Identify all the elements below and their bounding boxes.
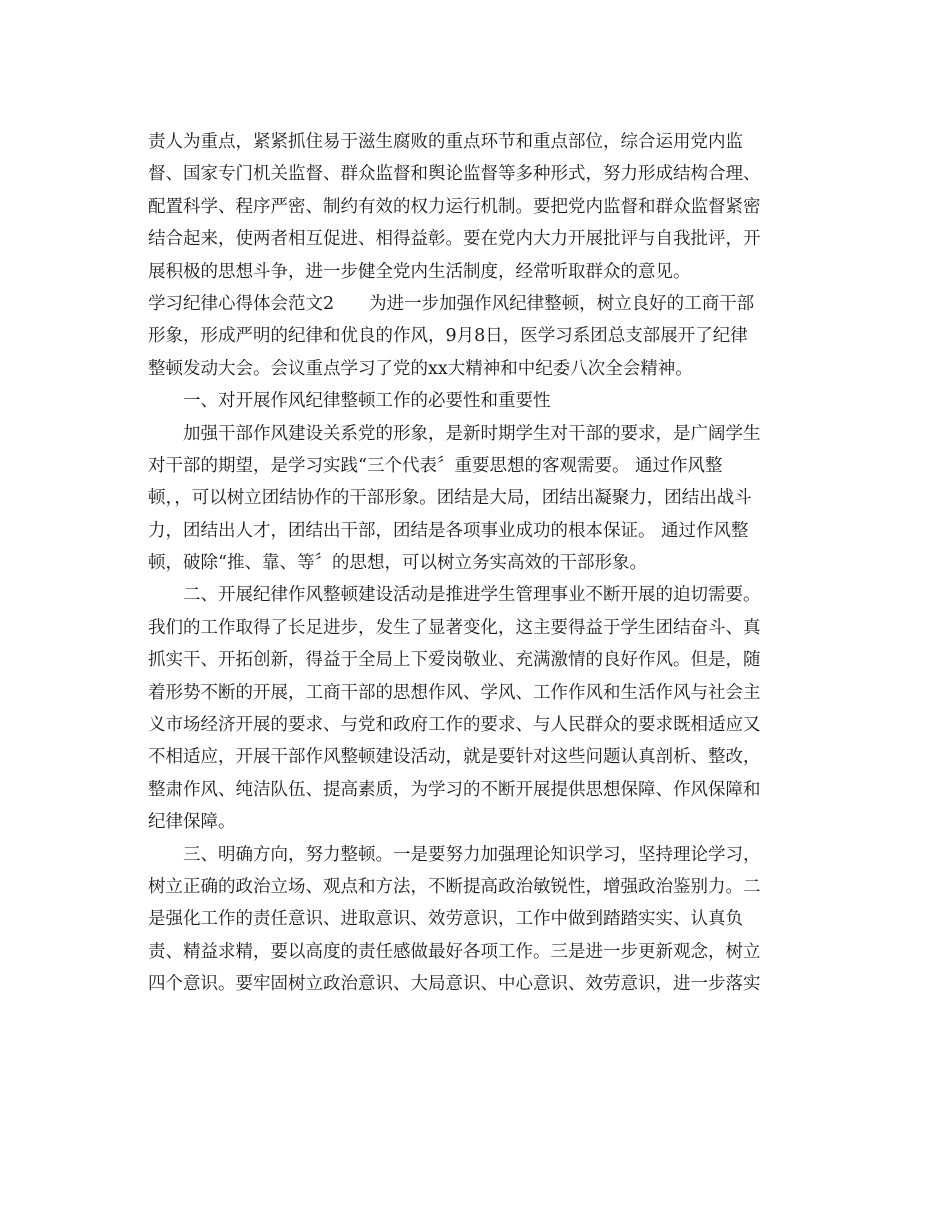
text-line: 顿，，可以树立团结协作的干部形象。团结是大局，团结出凝聚力，团结出战斗: [148, 488, 752, 509]
text-line: 形象，形成严明的纪律和优良的作风，9月8日，医学习系团总支部展开了纪律: [148, 326, 748, 347]
text-line: 学习纪律心得体会范文2 为进一步加强作风纪律整顿，树立良好的工商干部: [148, 293, 755, 314]
text-line: 配置科学、程序严密、制约有效的权力运行机制。要把党内监督和群众监督紧密: [148, 196, 761, 217]
text-line: 纪律保障。: [148, 812, 236, 833]
text-line: 着形势不断的开展，工商干部的思想作风、学风、工作作风和生活作风与社会主: [148, 682, 761, 703]
text-line: 督、国家专门机关监督、群众监督和舆论监督等多种形式，努力形成结构合理、: [148, 164, 761, 185]
text-line: 我们的工作取得了长足进步，发生了显著变化，这主要得益于学生团结奋斗、真: [148, 617, 761, 638]
text-line: 四个意识。要牢固树立政治意识、大局意识、中心意识、效劳意识，进一步落实: [148, 974, 761, 995]
text-line: 是强化工作的责任意识、进取意识、效劳意识，工作中做到踏踏实实、认真负: [148, 909, 743, 930]
text-line: 对干部的期望，是学习实践“三个代表〞重要思想的客观需要。 通过作风整: [148, 455, 723, 476]
text-line: 结合起来，使两者相互促进、相得益彰。要在党内大力开展批评与自我批评，开: [148, 229, 761, 250]
text-line: 顿，破除“推、靠、等〞的思想，可以树立务实高效的干部形象。: [148, 553, 647, 574]
text-line: 整肃作风、纯洁队伍、提高素质，为学习的不断开展提供思想保障、作风保障和: [148, 779, 761, 800]
text-line: 不相适应，开展干部作风整顿建设活动，就是要针对这些问题认真剖析、整改，: [148, 747, 761, 768]
document-body: [148, 126, 808, 1001]
text-line: 一、对开展作风纪律整顿工作的必要性和重要性: [148, 391, 551, 412]
text-line: 责、精益求精，要以高度的责任感做最好各项工作。三是进一步更新观念，树立: [148, 941, 761, 962]
text-line: 加强干部作风建设关系党的形象，是新时期学生对干部的要求，是广阔学生: [148, 423, 761, 444]
text-line: 树立正确的政治立场、观点和方法，不断提高政治敏锐性，增强政治鉴别力。二: [148, 876, 761, 897]
text-line: 三、明确方向，努力整顿。一是要努力加强理论知识学习，坚持理论学习，: [148, 844, 761, 865]
text-line: 抓实干、开拓创新，得益于全局上下爱岗敬业、充满激情的良好作风。但是，随: [148, 650, 761, 671]
text-line: 展积极的思想斗争，进一步健全党内生活制度，经常听取群众的意见。: [148, 261, 691, 282]
text-line: 力，团结出人才，团结出干部，团结是各项事业成功的根本保证。 通过作风整: [148, 520, 749, 541]
text-line: 二、开展纪律作风整顿建设活动是推进学生管理事业不断开展的迫切需要。: [148, 585, 761, 606]
text-line: 义市场经济开展的要求、与党和政府工作的要求、与人民群众的要求既相适应又: [148, 715, 761, 736]
text-line: 整顿发动大会。会议重点学习了党的xx大精神和中纪委八次全会精神。: [148, 358, 693, 379]
text-line: 责人为重点，紧紧抓住易于滋生腐败的重点环节和重点部位，综合运用党内监: [148, 132, 743, 152]
